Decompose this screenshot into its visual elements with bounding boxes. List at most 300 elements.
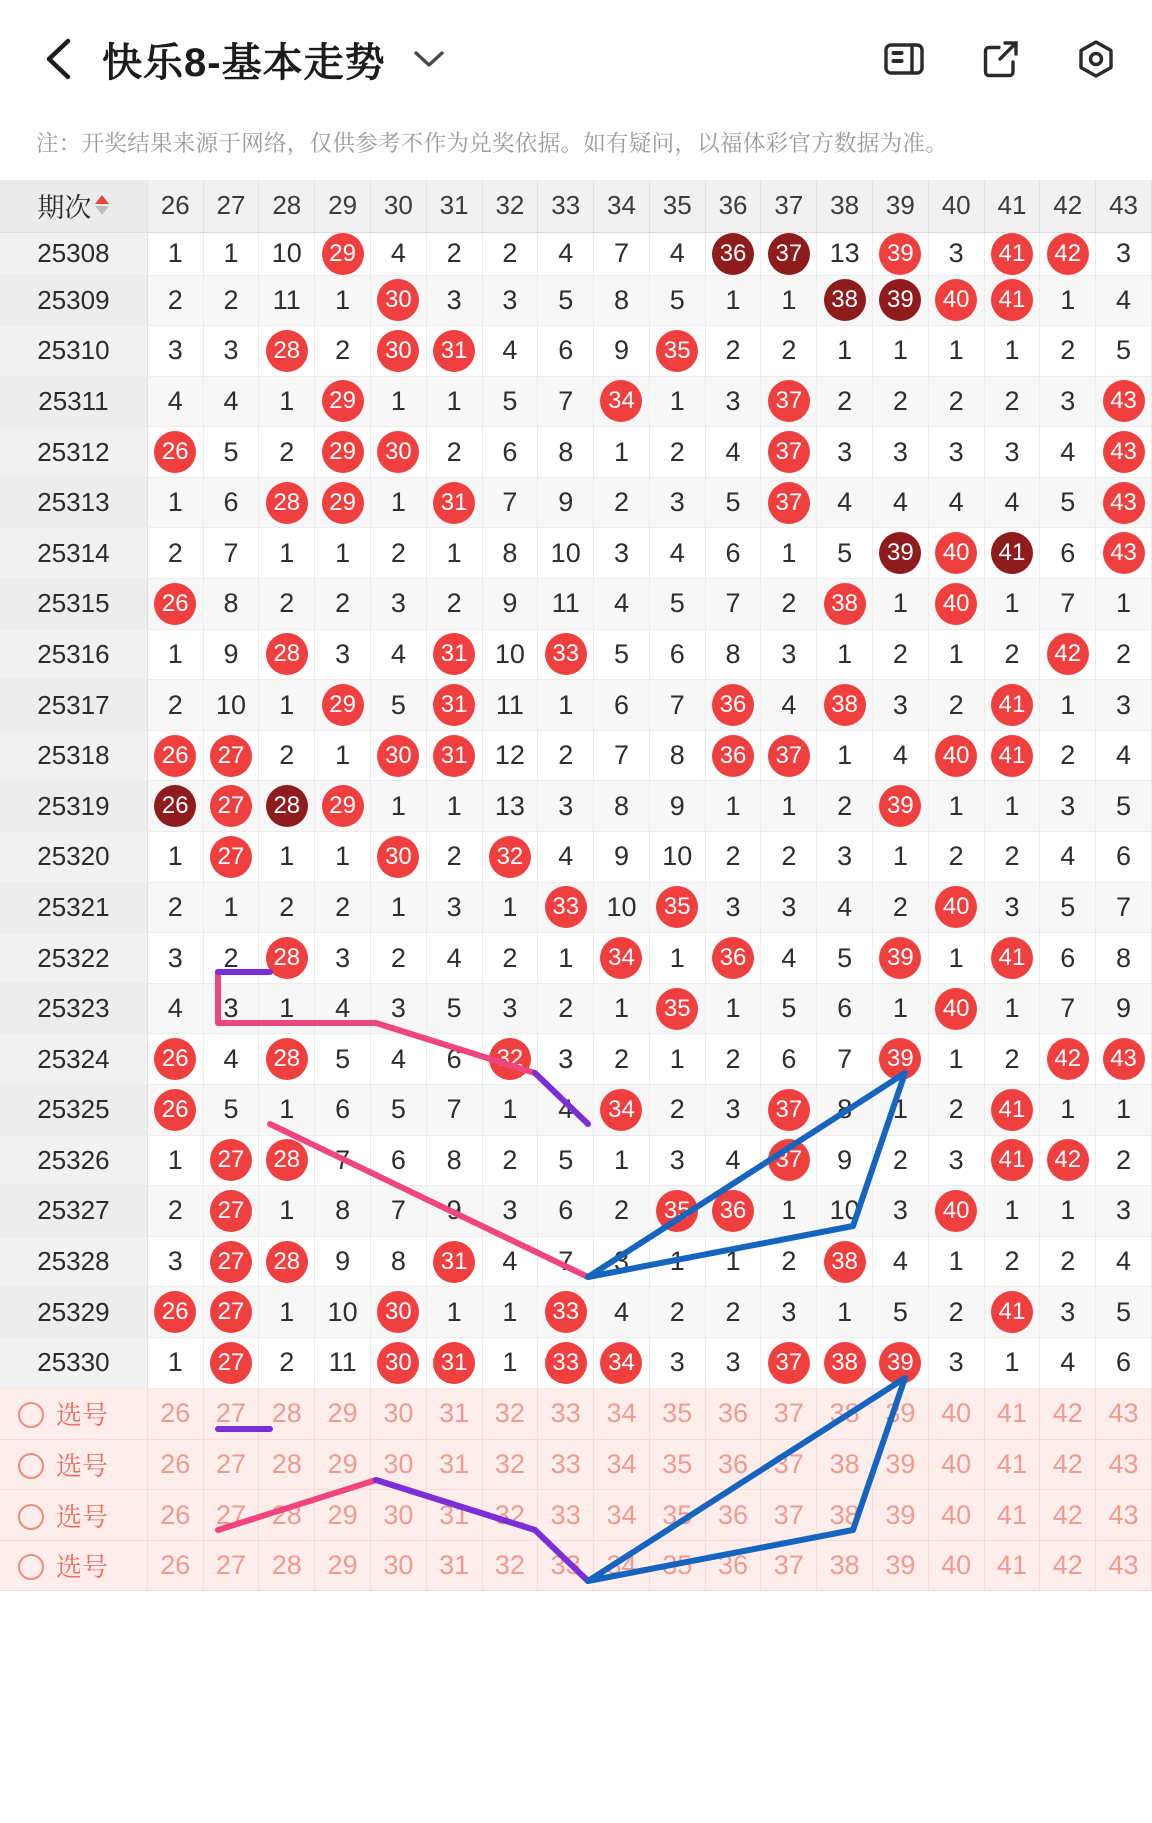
cell-30[interactable] <box>370 326 426 377</box>
cell-36[interactable] <box>705 680 761 731</box>
cell-29[interactable]: 1 <box>315 730 371 781</box>
cell-26[interactable]: 4 <box>147 983 203 1034</box>
sort-arrows-icon[interactable] <box>95 195 109 215</box>
pick-cell-42[interactable]: 42 <box>1040 1389 1096 1440</box>
pick-cell-30[interactable]: 30 <box>370 1490 426 1541</box>
cell-32[interactable]: 1 <box>482 1287 538 1338</box>
cell-29[interactable]: 9 <box>315 1236 371 1287</box>
cell-34[interactable]: 9 <box>594 832 650 883</box>
cell-31[interactable]: 3 <box>426 882 482 933</box>
cell-27[interactable] <box>203 781 259 832</box>
cell-43[interactable]: 6 <box>1096 832 1152 883</box>
pick-cell-41[interactable]: 41 <box>984 1389 1040 1440</box>
cell-34[interactable]: 1 <box>594 1135 650 1186</box>
pick-row[interactable] <box>0 1389 1152 1440</box>
column-header-34[interactable]: 34 <box>594 180 650 232</box>
cell-39[interactable]: 1 <box>873 579 929 630</box>
cell-33[interactable]: 2 <box>538 983 594 1034</box>
pick-cell-38[interactable]: 38 <box>817 1389 873 1440</box>
cell-40[interactable]: 1 <box>928 629 984 680</box>
cell-39[interactable]: 2 <box>873 882 929 933</box>
cell-35[interactable] <box>649 983 705 1034</box>
cell-31[interactable]: 2 <box>426 832 482 883</box>
cell-43[interactable]: 1 <box>1096 1085 1152 1136</box>
cell-32[interactable]: 2 <box>482 933 538 984</box>
cell-30[interactable]: 1 <box>370 477 426 528</box>
cell-36[interactable] <box>705 730 761 781</box>
cell-36[interactable]: 3 <box>705 1337 761 1388</box>
cell-41[interactable] <box>984 680 1040 731</box>
cell-26[interactable] <box>147 579 203 630</box>
cell-40[interactable]: 2 <box>928 832 984 883</box>
cell-41[interactable]: 2 <box>984 1034 1040 1085</box>
table-row[interactable] <box>0 1236 1152 1287</box>
cell-31[interactable] <box>426 326 482 377</box>
cell-37[interactable] <box>761 1337 817 1388</box>
cell-30[interactable] <box>370 1337 426 1388</box>
cell-43[interactable]: 3 <box>1096 1186 1152 1237</box>
title-dropdown-button[interactable] <box>412 48 446 70</box>
cell-29[interactable]: 10 <box>315 1287 371 1338</box>
pick-cell-31[interactable]: 31 <box>426 1490 482 1541</box>
cell-42[interactable]: 2 <box>1040 1236 1096 1287</box>
cell-42[interactable]: 1 <box>1040 275 1096 326</box>
cell-42[interactable]: 7 <box>1040 983 1096 1034</box>
cell-35[interactable]: 7 <box>649 680 705 731</box>
pick-cell-38[interactable]: 38 <box>817 1540 873 1591</box>
pick-row-toggle[interactable] <box>0 1540 147 1591</box>
cell-28[interactable]: 2 <box>259 882 315 933</box>
pick-cell-32[interactable]: 32 <box>482 1439 538 1490</box>
cell-33[interactable]: 10 <box>538 528 594 579</box>
cell-40[interactable]: 3 <box>928 232 984 275</box>
cell-43[interactable]: 7 <box>1096 882 1152 933</box>
cell-34[interactable]: 3 <box>594 1236 650 1287</box>
cell-39[interactable]: 1 <box>873 983 929 1034</box>
table-row[interactable] <box>0 1034 1152 1085</box>
cell-28[interactable]: 1 <box>259 1085 315 1136</box>
cell-43[interactable]: 3 <box>1096 232 1152 275</box>
cell-41[interactable]: 1 <box>984 781 1040 832</box>
cell-37[interactable]: 1 <box>761 275 817 326</box>
pick-row[interactable] <box>0 1540 1152 1591</box>
cell-30[interactable]: 7 <box>370 1186 426 1237</box>
cell-39[interactable]: 1 <box>873 1085 929 1136</box>
cell-26[interactable]: 3 <box>147 1236 203 1287</box>
cell-26[interactable] <box>147 1085 203 1136</box>
cell-32[interactable]: 1 <box>482 1337 538 1388</box>
cell-39[interactable]: 3 <box>873 427 929 478</box>
cell-42[interactable]: 3 <box>1040 376 1096 427</box>
pick-cell-33[interactable]: 33 <box>538 1439 594 1490</box>
table-row[interactable] <box>0 528 1152 579</box>
cell-28[interactable]: 2 <box>259 1337 315 1388</box>
pick-cell-40[interactable]: 40 <box>928 1389 984 1440</box>
cell-31[interactable]: 9 <box>426 1186 482 1237</box>
cell-27[interactable]: 3 <box>203 326 259 377</box>
table-row[interactable] <box>0 232 1152 275</box>
radio-circle-icon[interactable] <box>18 1554 44 1580</box>
cell-36[interactable]: 2 <box>705 1287 761 1338</box>
cell-36[interactable]: 3 <box>705 882 761 933</box>
cell-42[interactable]: 1 <box>1040 680 1096 731</box>
cell-32[interactable]: 7 <box>482 477 538 528</box>
cell-33[interactable]: 11 <box>538 579 594 630</box>
cell-39[interactable] <box>873 528 929 579</box>
cell-40[interactable]: 2 <box>928 1085 984 1136</box>
cell-28[interactable]: 2 <box>259 579 315 630</box>
pick-cell-35[interactable]: 35 <box>649 1389 705 1440</box>
cell-39[interactable]: 4 <box>873 477 929 528</box>
cell-31[interactable] <box>426 1236 482 1287</box>
cell-33[interactable]: 7 <box>538 376 594 427</box>
cell-42[interactable]: 5 <box>1040 477 1096 528</box>
cell-39[interactable]: 3 <box>873 1186 929 1237</box>
cell-29[interactable]: 2 <box>315 326 371 377</box>
cell-36[interactable]: 1 <box>705 781 761 832</box>
cell-33[interactable]: 3 <box>538 781 594 832</box>
cell-37[interactable] <box>761 427 817 478</box>
cell-40[interactable]: 1 <box>928 1236 984 1287</box>
pick-cell-36[interactable]: 36 <box>705 1540 761 1591</box>
cell-37[interactable] <box>761 730 817 781</box>
column-header-37[interactable]: 37 <box>761 180 817 232</box>
cell-29[interactable]: 6 <box>315 1085 371 1136</box>
cell-32[interactable]: 3 <box>482 983 538 1034</box>
cell-31[interactable] <box>426 1337 482 1388</box>
pick-cell-31[interactable]: 31 <box>426 1540 482 1591</box>
cell-42[interactable]: 6 <box>1040 528 1096 579</box>
cell-37[interactable] <box>761 1085 817 1136</box>
pick-cell-37[interactable]: 37 <box>761 1389 817 1440</box>
cell-28[interactable]: 11 <box>259 275 315 326</box>
cell-41[interactable]: 1 <box>984 1186 1040 1237</box>
cell-40[interactable] <box>928 275 984 326</box>
cell-34[interactable]: 6 <box>594 680 650 731</box>
cell-37[interactable]: 1 <box>761 528 817 579</box>
pick-cell-43[interactable]: 43 <box>1096 1490 1152 1541</box>
pick-cell-29[interactable]: 29 <box>315 1439 371 1490</box>
cell-41[interactable]: 1 <box>984 983 1040 1034</box>
cell-43[interactable]: 5 <box>1096 781 1152 832</box>
cell-28[interactable] <box>259 326 315 377</box>
cell-42[interactable] <box>1040 232 1096 275</box>
pick-cell-39[interactable]: 39 <box>873 1389 929 1440</box>
cell-29[interactable]: 1 <box>315 528 371 579</box>
cell-41[interactable] <box>984 1287 1040 1338</box>
cell-29[interactable]: 2 <box>315 579 371 630</box>
cell-36[interactable]: 8 <box>705 629 761 680</box>
cell-33[interactable]: 5 <box>538 1135 594 1186</box>
cell-38[interactable]: 3 <box>817 832 873 883</box>
cell-39[interactable]: 4 <box>873 1236 929 1287</box>
pick-cell-39[interactable]: 39 <box>873 1439 929 1490</box>
cell-38[interactable]: 1 <box>817 629 873 680</box>
cell-41[interactable]: 2 <box>984 1236 1040 1287</box>
cell-33[interactable]: 1 <box>538 933 594 984</box>
cell-30[interactable]: 2 <box>370 528 426 579</box>
cell-28[interactable] <box>259 933 315 984</box>
cell-29[interactable] <box>315 680 371 731</box>
cell-35[interactable]: 3 <box>649 477 705 528</box>
cell-43[interactable]: 4 <box>1096 730 1152 781</box>
cell-26[interactable]: 2 <box>147 528 203 579</box>
pick-cell-31[interactable]: 31 <box>426 1389 482 1440</box>
cell-37[interactable]: 4 <box>761 680 817 731</box>
cell-27[interactable]: 2 <box>203 275 259 326</box>
cell-36[interactable]: 1 <box>705 983 761 1034</box>
cell-35[interactable]: 2 <box>649 1085 705 1136</box>
cell-38[interactable]: 5 <box>817 528 873 579</box>
cell-30[interactable]: 3 <box>370 983 426 1034</box>
cell-35[interactable] <box>649 1186 705 1237</box>
cell-37[interactable]: 4 <box>761 933 817 984</box>
pick-cell-29[interactable]: 29 <box>315 1490 371 1541</box>
pick-cell-40[interactable]: 40 <box>928 1540 984 1591</box>
cell-29[interactable]: 11 <box>315 1337 371 1388</box>
cell-26[interactable] <box>147 1287 203 1338</box>
cell-27[interactable]: 5 <box>203 1085 259 1136</box>
cell-37[interactable]: 2 <box>761 579 817 630</box>
pick-cell-31[interactable]: 31 <box>426 1439 482 1490</box>
radio-circle-icon[interactable] <box>18 1504 44 1530</box>
cell-29[interactable] <box>315 781 371 832</box>
cell-32[interactable]: 2 <box>482 232 538 275</box>
cell-41[interactable] <box>984 730 1040 781</box>
cell-29[interactable] <box>315 376 371 427</box>
column-header-31[interactable]: 31 <box>426 180 482 232</box>
cell-39[interactable] <box>873 1337 929 1388</box>
cell-32[interactable]: 13 <box>482 781 538 832</box>
cell-30[interactable]: 5 <box>370 680 426 731</box>
cell-37[interactable]: 2 <box>761 326 817 377</box>
cell-35[interactable]: 10 <box>649 832 705 883</box>
cell-37[interactable]: 3 <box>761 1287 817 1338</box>
cell-39[interactable] <box>873 275 929 326</box>
table-row[interactable] <box>0 983 1152 1034</box>
cell-42[interactable]: 7 <box>1040 579 1096 630</box>
cell-33[interactable]: 6 <box>538 326 594 377</box>
table-row[interactable] <box>0 1287 1152 1338</box>
cell-36[interactable]: 3 <box>705 376 761 427</box>
cell-33[interactable]: 5 <box>538 275 594 326</box>
column-header-35[interactable]: 35 <box>649 180 705 232</box>
cell-31[interactable]: 3 <box>426 275 482 326</box>
cell-33[interactable]: 1 <box>538 680 594 731</box>
cell-36[interactable]: 4 <box>705 1135 761 1186</box>
cell-30[interactable]: 8 <box>370 1236 426 1287</box>
pick-cell-28[interactable]: 28 <box>259 1439 315 1490</box>
cell-34[interactable]: 1 <box>594 983 650 1034</box>
back-button[interactable] <box>36 37 80 81</box>
cell-35[interactable]: 4 <box>649 528 705 579</box>
pick-cell-27[interactable]: 27 <box>203 1490 259 1541</box>
cell-26[interactable]: 2 <box>147 275 203 326</box>
cell-39[interactable] <box>873 232 929 275</box>
cell-30[interactable] <box>370 832 426 883</box>
cell-34[interactable]: 4 <box>594 579 650 630</box>
cell-42[interactable]: 1 <box>1040 1186 1096 1237</box>
cell-27[interactable]: 9 <box>203 629 259 680</box>
cell-27[interactable] <box>203 1287 259 1338</box>
cell-38[interactable]: 2 <box>817 781 873 832</box>
cell-32[interactable] <box>482 1034 538 1085</box>
cell-38[interactable]: 9 <box>817 1135 873 1186</box>
cell-31[interactable]: 7 <box>426 1085 482 1136</box>
cell-35[interactable]: 3 <box>649 1337 705 1388</box>
cell-27[interactable]: 4 <box>203 1034 259 1085</box>
column-header-36[interactable]: 36 <box>705 180 761 232</box>
cell-27[interactable]: 1 <box>203 882 259 933</box>
pick-cell-26[interactable]: 26 <box>147 1540 203 1591</box>
cell-43[interactable] <box>1096 477 1152 528</box>
cell-28[interactable] <box>259 1034 315 1085</box>
cell-40[interactable]: 3 <box>928 1337 984 1388</box>
cell-41[interactable]: 1 <box>984 1337 1040 1388</box>
cell-33[interactable]: 8 <box>538 427 594 478</box>
cell-39[interactable]: 2 <box>873 376 929 427</box>
cell-34[interactable]: 2 <box>594 1186 650 1237</box>
cell-28[interactable]: 1 <box>259 376 315 427</box>
cell-27[interactable]: 7 <box>203 528 259 579</box>
cell-31[interactable]: 8 <box>426 1135 482 1186</box>
cell-33[interactable]: 4 <box>538 232 594 275</box>
pick-cell-32[interactable]: 32 <box>482 1490 538 1541</box>
cell-31[interactable] <box>426 680 482 731</box>
cell-26[interactable]: 1 <box>147 1337 203 1388</box>
cell-29[interactable]: 3 <box>315 629 371 680</box>
table-row[interactable] <box>0 1337 1152 1388</box>
cell-37[interactable]: 3 <box>761 882 817 933</box>
settings-button[interactable] <box>1070 33 1122 85</box>
cell-28[interactable] <box>259 1135 315 1186</box>
cell-41[interactable]: 3 <box>984 427 1040 478</box>
cell-26[interactable]: 1 <box>147 1135 203 1186</box>
cell-43[interactable]: 5 <box>1096 1287 1152 1338</box>
cell-27[interactable]: 8 <box>203 579 259 630</box>
cell-38[interactable] <box>817 1236 873 1287</box>
cell-38[interactable]: 1 <box>817 730 873 781</box>
cell-38[interactable]: 2 <box>817 376 873 427</box>
cell-39[interactable]: 5 <box>873 1287 929 1338</box>
cell-30[interactable]: 3 <box>370 579 426 630</box>
table-row[interactable] <box>0 376 1152 427</box>
cell-33[interactable] <box>538 882 594 933</box>
cell-31[interactable]: 1 <box>426 528 482 579</box>
cell-33[interactable] <box>538 1287 594 1338</box>
column-header-39[interactable]: 39 <box>873 180 929 232</box>
pick-cell-39[interactable]: 39 <box>873 1540 929 1591</box>
pick-cell-42[interactable]: 42 <box>1040 1540 1096 1591</box>
cell-32[interactable]: 9 <box>482 579 538 630</box>
cell-34[interactable]: 5 <box>594 629 650 680</box>
cell-40[interactable]: 2 <box>928 376 984 427</box>
cell-33[interactable]: 7 <box>538 1236 594 1287</box>
pick-cell-35[interactable]: 35 <box>649 1540 705 1591</box>
cell-43[interactable]: 6 <box>1096 1337 1152 1388</box>
cell-39[interactable]: 1 <box>873 832 929 883</box>
cell-28[interactable] <box>259 1236 315 1287</box>
table-row[interactable] <box>0 1135 1152 1186</box>
cell-33[interactable]: 9 <box>538 477 594 528</box>
cell-35[interactable]: 2 <box>649 427 705 478</box>
cell-43[interactable]: 8 <box>1096 933 1152 984</box>
cell-34[interactable] <box>594 376 650 427</box>
cell-41[interactable] <box>984 275 1040 326</box>
cell-35[interactable]: 6 <box>649 629 705 680</box>
cell-34[interactable]: 8 <box>594 275 650 326</box>
cell-30[interactable]: 1 <box>370 781 426 832</box>
pick-cell-33[interactable]: 33 <box>538 1540 594 1591</box>
cell-39[interactable] <box>873 933 929 984</box>
cell-32[interactable] <box>482 832 538 883</box>
cell-32[interactable]: 1 <box>482 882 538 933</box>
pick-cell-34[interactable]: 34 <box>594 1490 650 1541</box>
cell-36[interactable]: 2 <box>705 326 761 377</box>
pick-cell-29[interactable]: 29 <box>315 1540 371 1591</box>
cell-34[interactable]: 3 <box>594 528 650 579</box>
layout-panel-button[interactable] <box>878 33 930 85</box>
cell-28[interactable]: 1 <box>259 832 315 883</box>
cell-29[interactable]: 7 <box>315 1135 371 1186</box>
pick-cell-43[interactable]: 43 <box>1096 1439 1152 1490</box>
cell-40[interactable] <box>928 579 984 630</box>
cell-41[interactable]: 1 <box>984 326 1040 377</box>
radio-circle-icon[interactable] <box>18 1402 44 1428</box>
pick-cell-26[interactable]: 26 <box>147 1389 203 1440</box>
cell-27[interactable]: 10 <box>203 680 259 731</box>
cell-28[interactable]: 1 <box>259 528 315 579</box>
cell-43[interactable] <box>1096 376 1152 427</box>
cell-31[interactable]: 5 <box>426 983 482 1034</box>
cell-30[interactable]: 4 <box>370 1034 426 1085</box>
table-row[interactable] <box>0 882 1152 933</box>
cell-34[interactable]: 4 <box>594 1287 650 1338</box>
pick-cell-33[interactable]: 33 <box>538 1389 594 1440</box>
cell-37[interactable]: 2 <box>761 1236 817 1287</box>
cell-28[interactable] <box>259 477 315 528</box>
pick-cell-27[interactable]: 27 <box>203 1439 259 1490</box>
cell-30[interactable]: 1 <box>370 376 426 427</box>
cell-32[interactable]: 3 <box>482 1186 538 1237</box>
cell-42[interactable]: 4 <box>1040 1337 1096 1388</box>
cell-41[interactable]: 2 <box>984 629 1040 680</box>
cell-28[interactable] <box>259 781 315 832</box>
cell-32[interactable]: 4 <box>482 1236 538 1287</box>
table-row[interactable] <box>0 629 1152 680</box>
cell-33[interactable] <box>538 1337 594 1388</box>
cell-36[interactable] <box>705 232 761 275</box>
cell-30[interactable] <box>370 275 426 326</box>
cell-36[interactable]: 2 <box>705 1034 761 1085</box>
cell-43[interactable]: 4 <box>1096 1236 1152 1287</box>
table-row[interactable] <box>0 1085 1152 1136</box>
cell-43[interactable] <box>1096 528 1152 579</box>
cell-40[interactable] <box>928 882 984 933</box>
pick-cell-34[interactable]: 34 <box>594 1439 650 1490</box>
cell-30[interactable]: 1 <box>370 882 426 933</box>
cell-38[interactable]: 1 <box>817 326 873 377</box>
pick-cell-36[interactable]: 36 <box>705 1490 761 1541</box>
cell-26[interactable] <box>147 730 203 781</box>
pick-row[interactable] <box>0 1439 1152 1490</box>
cell-35[interactable]: 8 <box>649 730 705 781</box>
cell-36[interactable]: 6 <box>705 528 761 579</box>
cell-26[interactable]: 2 <box>147 680 203 731</box>
cell-32[interactable]: 5 <box>482 376 538 427</box>
cell-42[interactable]: 6 <box>1040 933 1096 984</box>
cell-29[interactable]: 8 <box>315 1186 371 1237</box>
